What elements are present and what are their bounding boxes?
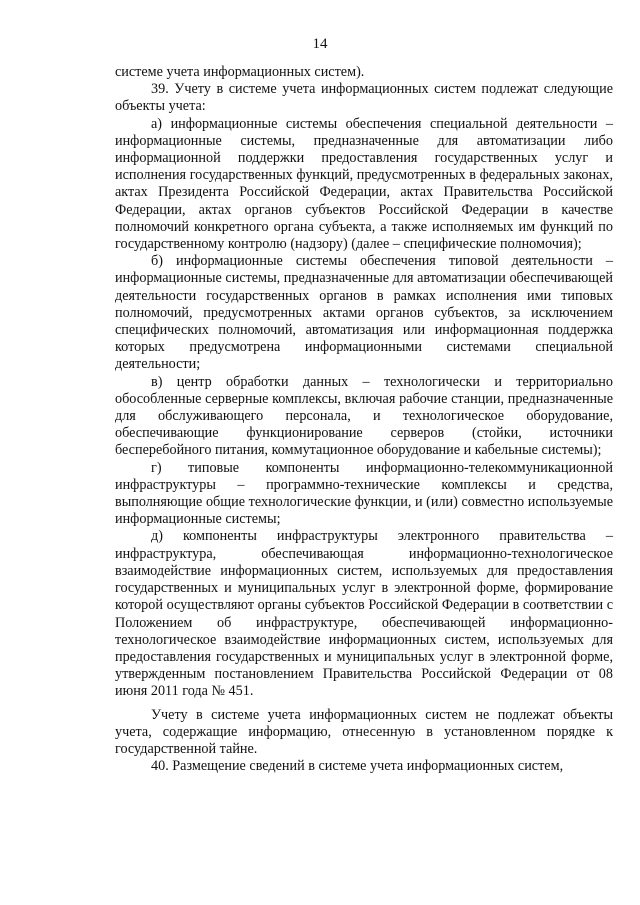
paragraph-subitem-a: а) информационные системы обеспечения специальной деятельности – информационные системы, предназначенные для автоматизации либо информационной поддержки предоставления государственных услуг и исполнения государственных функций, предусмотренных в федеральных законах, актах Президента Российской Федерации, актах Правительства Российской Федерации, актах органов субъектов Российской Федерации в качестве полномочий конкретного органа субъекта, а также исполняемых им функций по государственному контролю (надзору) (далее – специфические полномочия); — [115, 115, 613, 253]
paragraph-subitem-d: д) компоненты инфраструктуры электронного правительства – инфраструктура, обеспечивающая информационно-технологическое взаимодействие информационных систем, используемых для предоставления государственных и муниципальных услуг в электронной форме, формирование которой осуществляют органы субъектов Российской Федерации в соответствии с Положением об инфраструктуре, обеспечивающей информационно-технологическое взаимодействие информационных систем, используемых для предоставления государственных и муниципальных услуг в электронной форме, утвержденным постановлением Правительства Российской Федерации от 08 июня 2011 года № 451. — [115, 528, 613, 700]
paragraph-subitem-v: в) центр обработки данных – технологически и территориально обособленные серверные комплексы, включая рабочие станции, предназначенные для обслуживающего персонала, и технологическое оборудование, обеспечивающие функционирование серверов (стойки, источники бесперебойного питания, коммутационное оборудование и кабельные системы); — [115, 373, 613, 459]
paragraph-exclusion: Учету в системе учета информационных систем не подлежат объекты учета, содержащие информацию, отнесенную в установленном порядке к государственной тайне. — [115, 706, 613, 757]
paragraph-continuation: системе учета информационных систем). — [115, 64, 365, 80]
document-body — [115, 64, 613, 775]
paragraph-subitem-g: г) типовые компоненты информационно-телекоммуникационной инфраструктуры – программно-технические комплексы и средства, выполняющие общие технологические функции, и (или) совместно используемые информационные системы; — [115, 459, 613, 528]
paragraph-subitem-b: б) информационные системы обеспечения типовой деятельности – информационные системы, предназначенные для автоматизации обеспечивающей деятельности государственных органов в рамках исполнения ими типовых полномочий, предусмотренных актами органов субъектов, за исключением специфических полномочий, автоматизация или информационная поддержка которых предусмотрена информационными системами специальной деятельности; — [115, 253, 613, 373]
paragraph-item-40: 40. Размещение сведений в системе учета информационных систем, — [151, 758, 564, 775]
paragraph-item-39: 39. Учету в системе учета информационных систем подлежат следующие объекты учета: — [115, 81, 613, 115]
page-number: 14 — [312, 36, 328, 52]
